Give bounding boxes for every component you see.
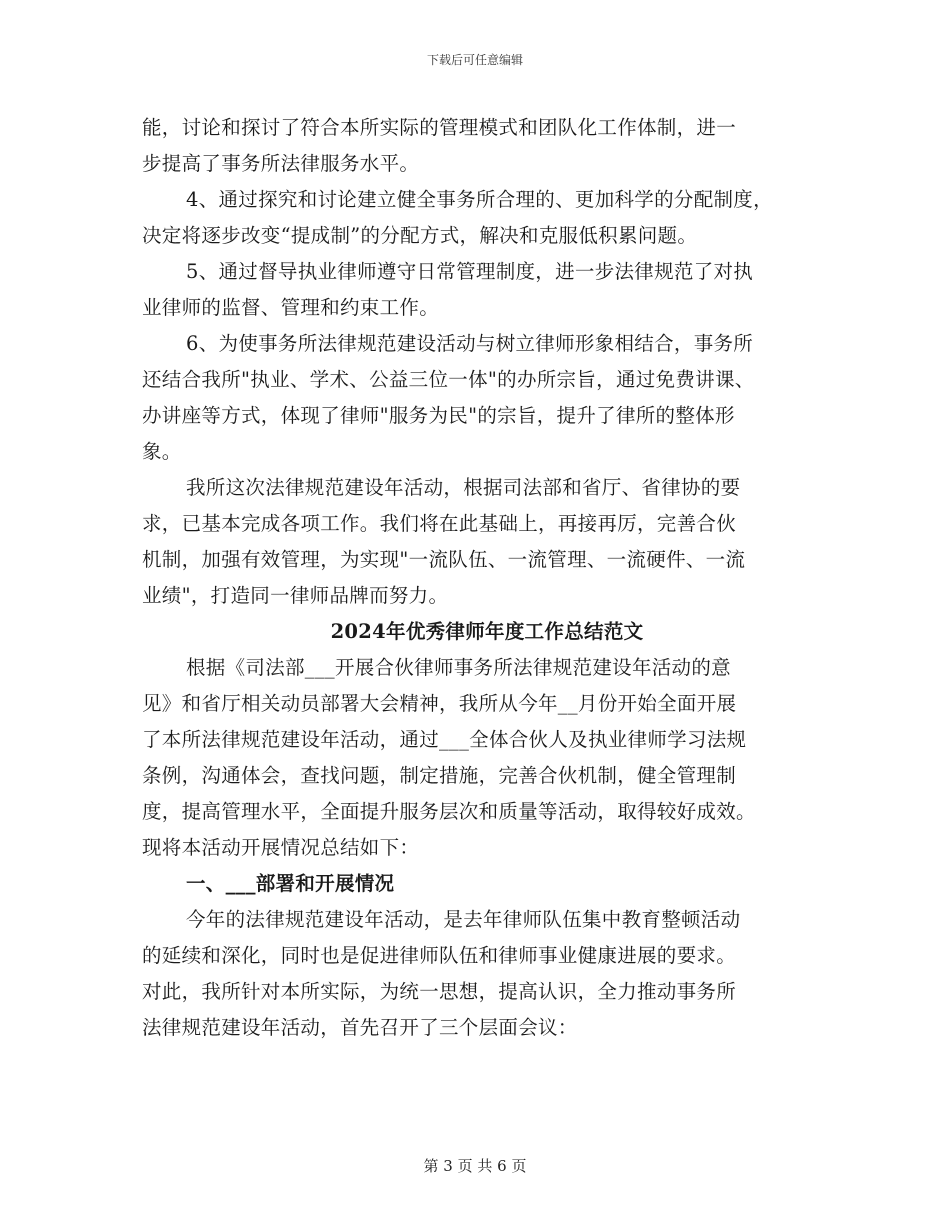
body-line: 业律师的监督、管理和约束工作。: [142, 296, 440, 319]
body-line: 条例，沟通体会，查找问题，制定措施，完善合伙机制，健全管理制: [142, 764, 737, 787]
body-line: 现将本活动开展情况总结如下：: [142, 836, 420, 859]
paragraph-start: 6、为使事务所法律规范建设活动与树立律师形象相结合，事务所: [186, 332, 754, 355]
body-line: 求，已基本完成各项工作。我们将在此基础上，再接再厉，完善合伙: [142, 512, 737, 535]
paragraph-start: 根据《司法部___开展合伙律师事务所法律规范建设年活动的意: [186, 656, 731, 679]
body-line: 对此，我所针对本所实际，为统一思想，提高认识，全力推动事务所: [142, 980, 737, 1003]
paragraph-start: 我所这次法律规范建设年活动，根据司法部和省厅、省律协的要: [186, 476, 741, 499]
paragraph-start: 4、通过探究和讨论建立健全事务所合理的、更加科学的分配制度，: [186, 188, 773, 211]
body-line: 还结合我所"执业、学术、公益三位一体"的办所宗旨，通过免费讲课、: [142, 368, 755, 391]
body-line: 机制，加强有效管理，为实现"一流队伍、一流管理、一流硬件、一流: [142, 548, 746, 571]
body-line: 决定将逐步改变“提成制”的分配方式，解决和克服低积累问题。: [142, 224, 698, 247]
body-line: 象。: [142, 440, 182, 463]
body-line: 步提高了事务所法律服务水平。: [142, 152, 420, 175]
body-line: 见》和省厅相关动员部署大会精神，我所从今年__月份开始全面开展: [142, 692, 737, 715]
body-line: 度，提高管理水平，全面提升服务层次和质量等活动，取得较好成效。: [142, 800, 756, 823]
body-line: 了本所法律规范建设年活动，通过___全体合伙人及执业律师学习法规: [142, 728, 747, 751]
body-line: 法律规范建设年活动，首先召开了三个层面会议：: [142, 1016, 578, 1039]
page-header: 下载后可任意编辑: [426, 53, 523, 67]
page-footer: 第 3 页 共 6 页: [423, 1157, 527, 1175]
body-line: 能，讨论和探讨了符合本所实际的管理模式和团队化工作体制，进一: [142, 116, 737, 139]
paragraph-start: 今年的法律规范建设年活动，是去年律师队伍集中教育整顿活动: [186, 908, 741, 931]
body-line: 办讲座等方式，体现了律师"服务为民"的宗旨，提升了律所的整体形: [142, 404, 735, 427]
body-line: 的延续和深化，同时也是促进律师队伍和律师事业健康进展的要求。: [142, 944, 737, 967]
section-heading: 一、___部署和开展情况: [186, 872, 395, 895]
body-line: 业绩"，打造同一律师品牌而努力。: [142, 584, 449, 607]
paragraph-start: 5、通过督导执业律师遵守日常管理制度，进一步法律规范了对执: [186, 260, 754, 283]
document-body: [142, 110, 822, 1046]
document-title: 2024年优秀律师年度工作总结范文: [330, 620, 644, 643]
